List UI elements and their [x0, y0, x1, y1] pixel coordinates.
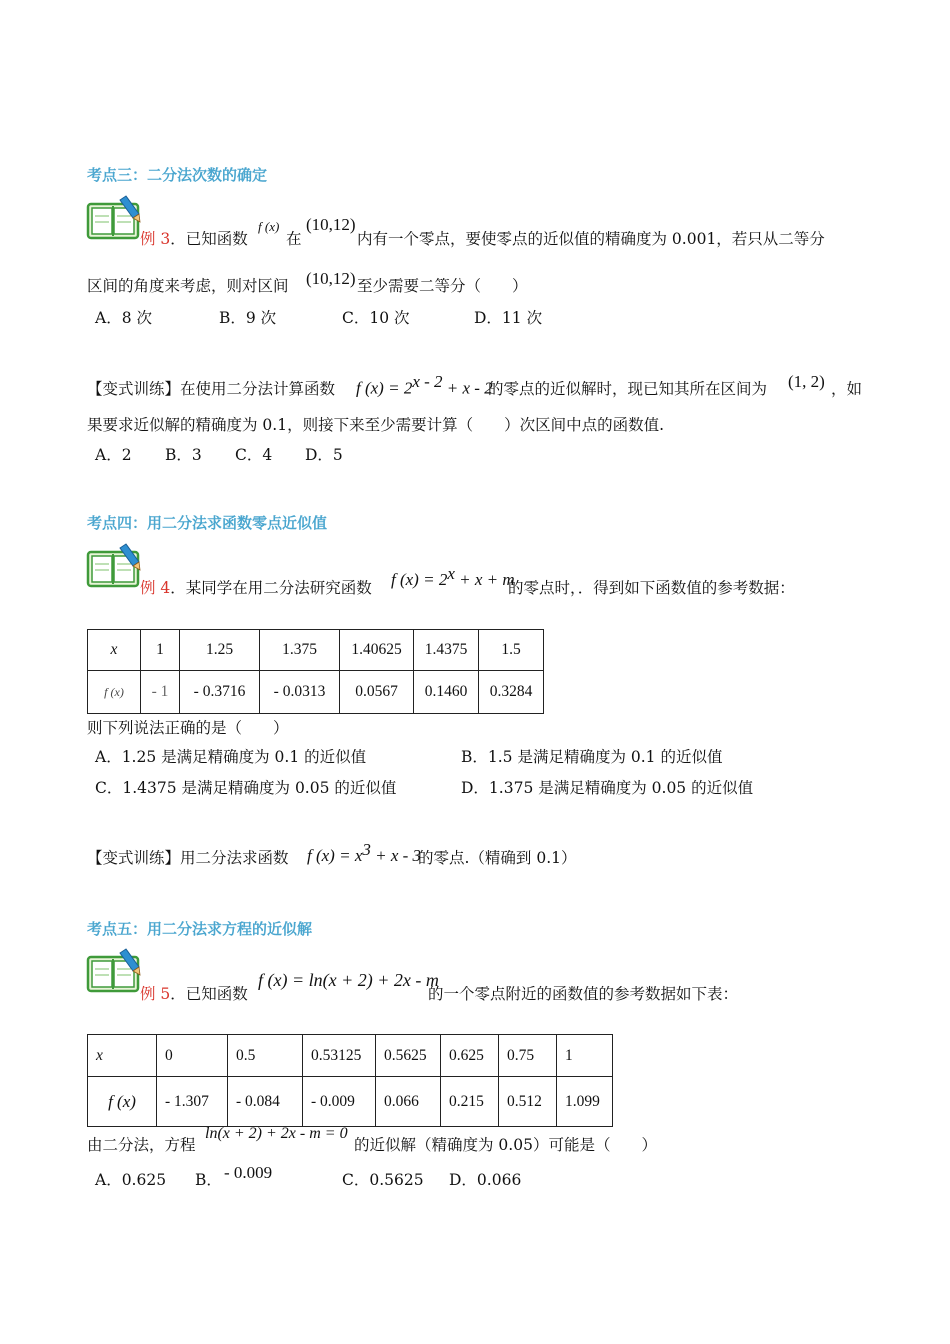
table-cell: 1.099 [557, 1077, 613, 1127]
table-cell: 1 [141, 630, 180, 671]
table-cell: x [88, 1035, 157, 1077]
text: 果要求近似解的精确度为 0.1，则接下来至少需要计算（ ）次区间中点的函数值. [87, 416, 665, 434]
option-b: B．3 [165, 446, 202, 464]
text: 的零点的近似解时，现已知其所在区间为 [488, 380, 768, 398]
text: 的近似解（精确度为 0.05）可能是（ ） [354, 1136, 657, 1154]
table-cell: - 0.3716 [180, 671, 260, 714]
math-interval: (1, 2) [788, 372, 825, 391]
math-function: f $(x) = 2^{x - 2} + x - 2$ [356, 372, 493, 398]
option-a: A．0.625 [95, 1171, 167, 1189]
table-cell: 1.375 [260, 630, 340, 671]
section-heading-3: 考点三：二分法次数的确定 [87, 166, 268, 184]
data-table-ex5 [87, 1034, 613, 1127]
text: 在 [286, 230, 302, 248]
table-cell: 1.40625 [340, 630, 414, 671]
table-cell: 1.25 [180, 630, 260, 671]
example-label: 例 3 [140, 230, 171, 248]
table-cell: f (x) [88, 1077, 157, 1127]
table-cell: 0.215 [441, 1077, 499, 1127]
option-c: C．4 [235, 446, 273, 464]
table-cell: 0.0567 [340, 671, 414, 714]
table-row [88, 671, 544, 714]
table-cell: 0.625 [441, 1035, 499, 1077]
table-cell: - 0.0313 [260, 671, 340, 714]
table-row [88, 1077, 613, 1127]
text: 【变式训练】在使用二分法计算函数 [87, 380, 336, 398]
option-a: A．1.25 是满足精确度为 0.1 的近似值 [95, 748, 367, 766]
table-cell: - 0.084 [228, 1077, 303, 1127]
example-3-line-1 [140, 227, 248, 249]
option-a: A．2 [95, 446, 132, 464]
option-b: B．9 次 [219, 309, 277, 327]
table-cell: f (x) [88, 671, 141, 714]
example-label: 例 5 [140, 985, 171, 1003]
option-d: D．1.375 是满足精确度为 0.05 的近似值 [461, 779, 754, 797]
option-d: D．11 次 [474, 309, 543, 327]
table-cell: 0.5625 [376, 1035, 441, 1077]
option-d: D．0.066 [449, 1171, 522, 1189]
text: 至少需要二等分（ ） [357, 277, 528, 295]
table-cell: 1.4375 [414, 630, 479, 671]
text: ，如 [831, 380, 863, 398]
table-cell: - 1.307 [157, 1077, 228, 1127]
table-cell: 0.5 [228, 1035, 303, 1077]
text: ．已知函数 [170, 985, 248, 1003]
option-c: C．10 次 [342, 309, 410, 327]
option-c: C．1.4375 是满足精确度为 0.05 的近似值 [95, 779, 397, 797]
example-5-line-1 [140, 982, 248, 1004]
table-cell: 1 [557, 1035, 613, 1077]
table-row [88, 630, 544, 671]
math-fx: f (x) [258, 219, 280, 234]
option-b: B． [195, 1171, 222, 1189]
table-cell: 0 [157, 1035, 228, 1077]
text: ．已知函数 [170, 230, 248, 248]
math-value: - 0.009 [224, 1163, 273, 1182]
section-heading-5: 考点五：用二分法求方程的近似解 [87, 920, 313, 938]
table-cell: x [88, 630, 141, 671]
table-cell: 0.75 [499, 1035, 557, 1077]
table-cell: 0.3284 [479, 671, 544, 714]
text: 【变式训练】用二分法求函数 [87, 849, 289, 867]
math-function: f $(x) = x^3 + x - 3$ [307, 840, 422, 866]
table-cell: - 0.009 [303, 1077, 376, 1127]
text: 的零点.（精确到 0.1） [418, 849, 577, 867]
example-label: 例 4 [140, 579, 171, 597]
math-interval: (10,12) [306, 215, 356, 234]
table-row [88, 1035, 613, 1077]
data-table-ex4 [87, 629, 544, 714]
math-function: f (x) = ln(x + 2) + 2x - m [258, 970, 439, 990]
option-c: C．0.5625 [342, 1171, 424, 1189]
variant-training-3-line-1 [87, 377, 335, 399]
math-interval: (10,12) [306, 269, 356, 288]
text: 的一个零点附近的函数值的参考数据如下表： [428, 985, 739, 1003]
text: ．某同学在用二分法研究函数 [170, 579, 372, 597]
text: 由二分法，方程 [87, 1136, 196, 1154]
table-cell: 1.5 [479, 630, 544, 671]
table-cell: 0.512 [499, 1077, 557, 1127]
text: 内有一个零点，要使零点的近似值的精确度为 0.001，若只从二等分 [357, 230, 825, 248]
text: 则下列说法正确的是（ ） [87, 719, 289, 737]
text: 的零点时，．得到如下函数值的参考数据： [508, 579, 795, 597]
math-function: f $(x) = 2^x + x + m$ [391, 564, 515, 590]
math-equation: ln(x + 2) + 2x - m = 0 [205, 1125, 348, 1142]
notebook-pencil-icon [86, 194, 142, 240]
table-cell: 0.066 [376, 1077, 441, 1127]
table-cell: 0.53125 [303, 1035, 376, 1077]
example-4-line-1 [140, 576, 372, 598]
table-cell: 0.1460 [414, 671, 479, 714]
text: 区间的角度来考虑，则对区间 [87, 277, 289, 295]
table-cell: - 1 [141, 671, 180, 714]
notebook-pencil-icon [86, 542, 142, 588]
option-d: D．5 [305, 446, 343, 464]
option-a: A．8 次 [95, 309, 152, 327]
notebook-pencil-icon [86, 947, 142, 993]
section-heading-4: 考点四：用二分法求函数零点近似值 [87, 514, 328, 532]
option-b: B．1.5 是满足精确度为 0.1 的近似值 [461, 748, 723, 766]
